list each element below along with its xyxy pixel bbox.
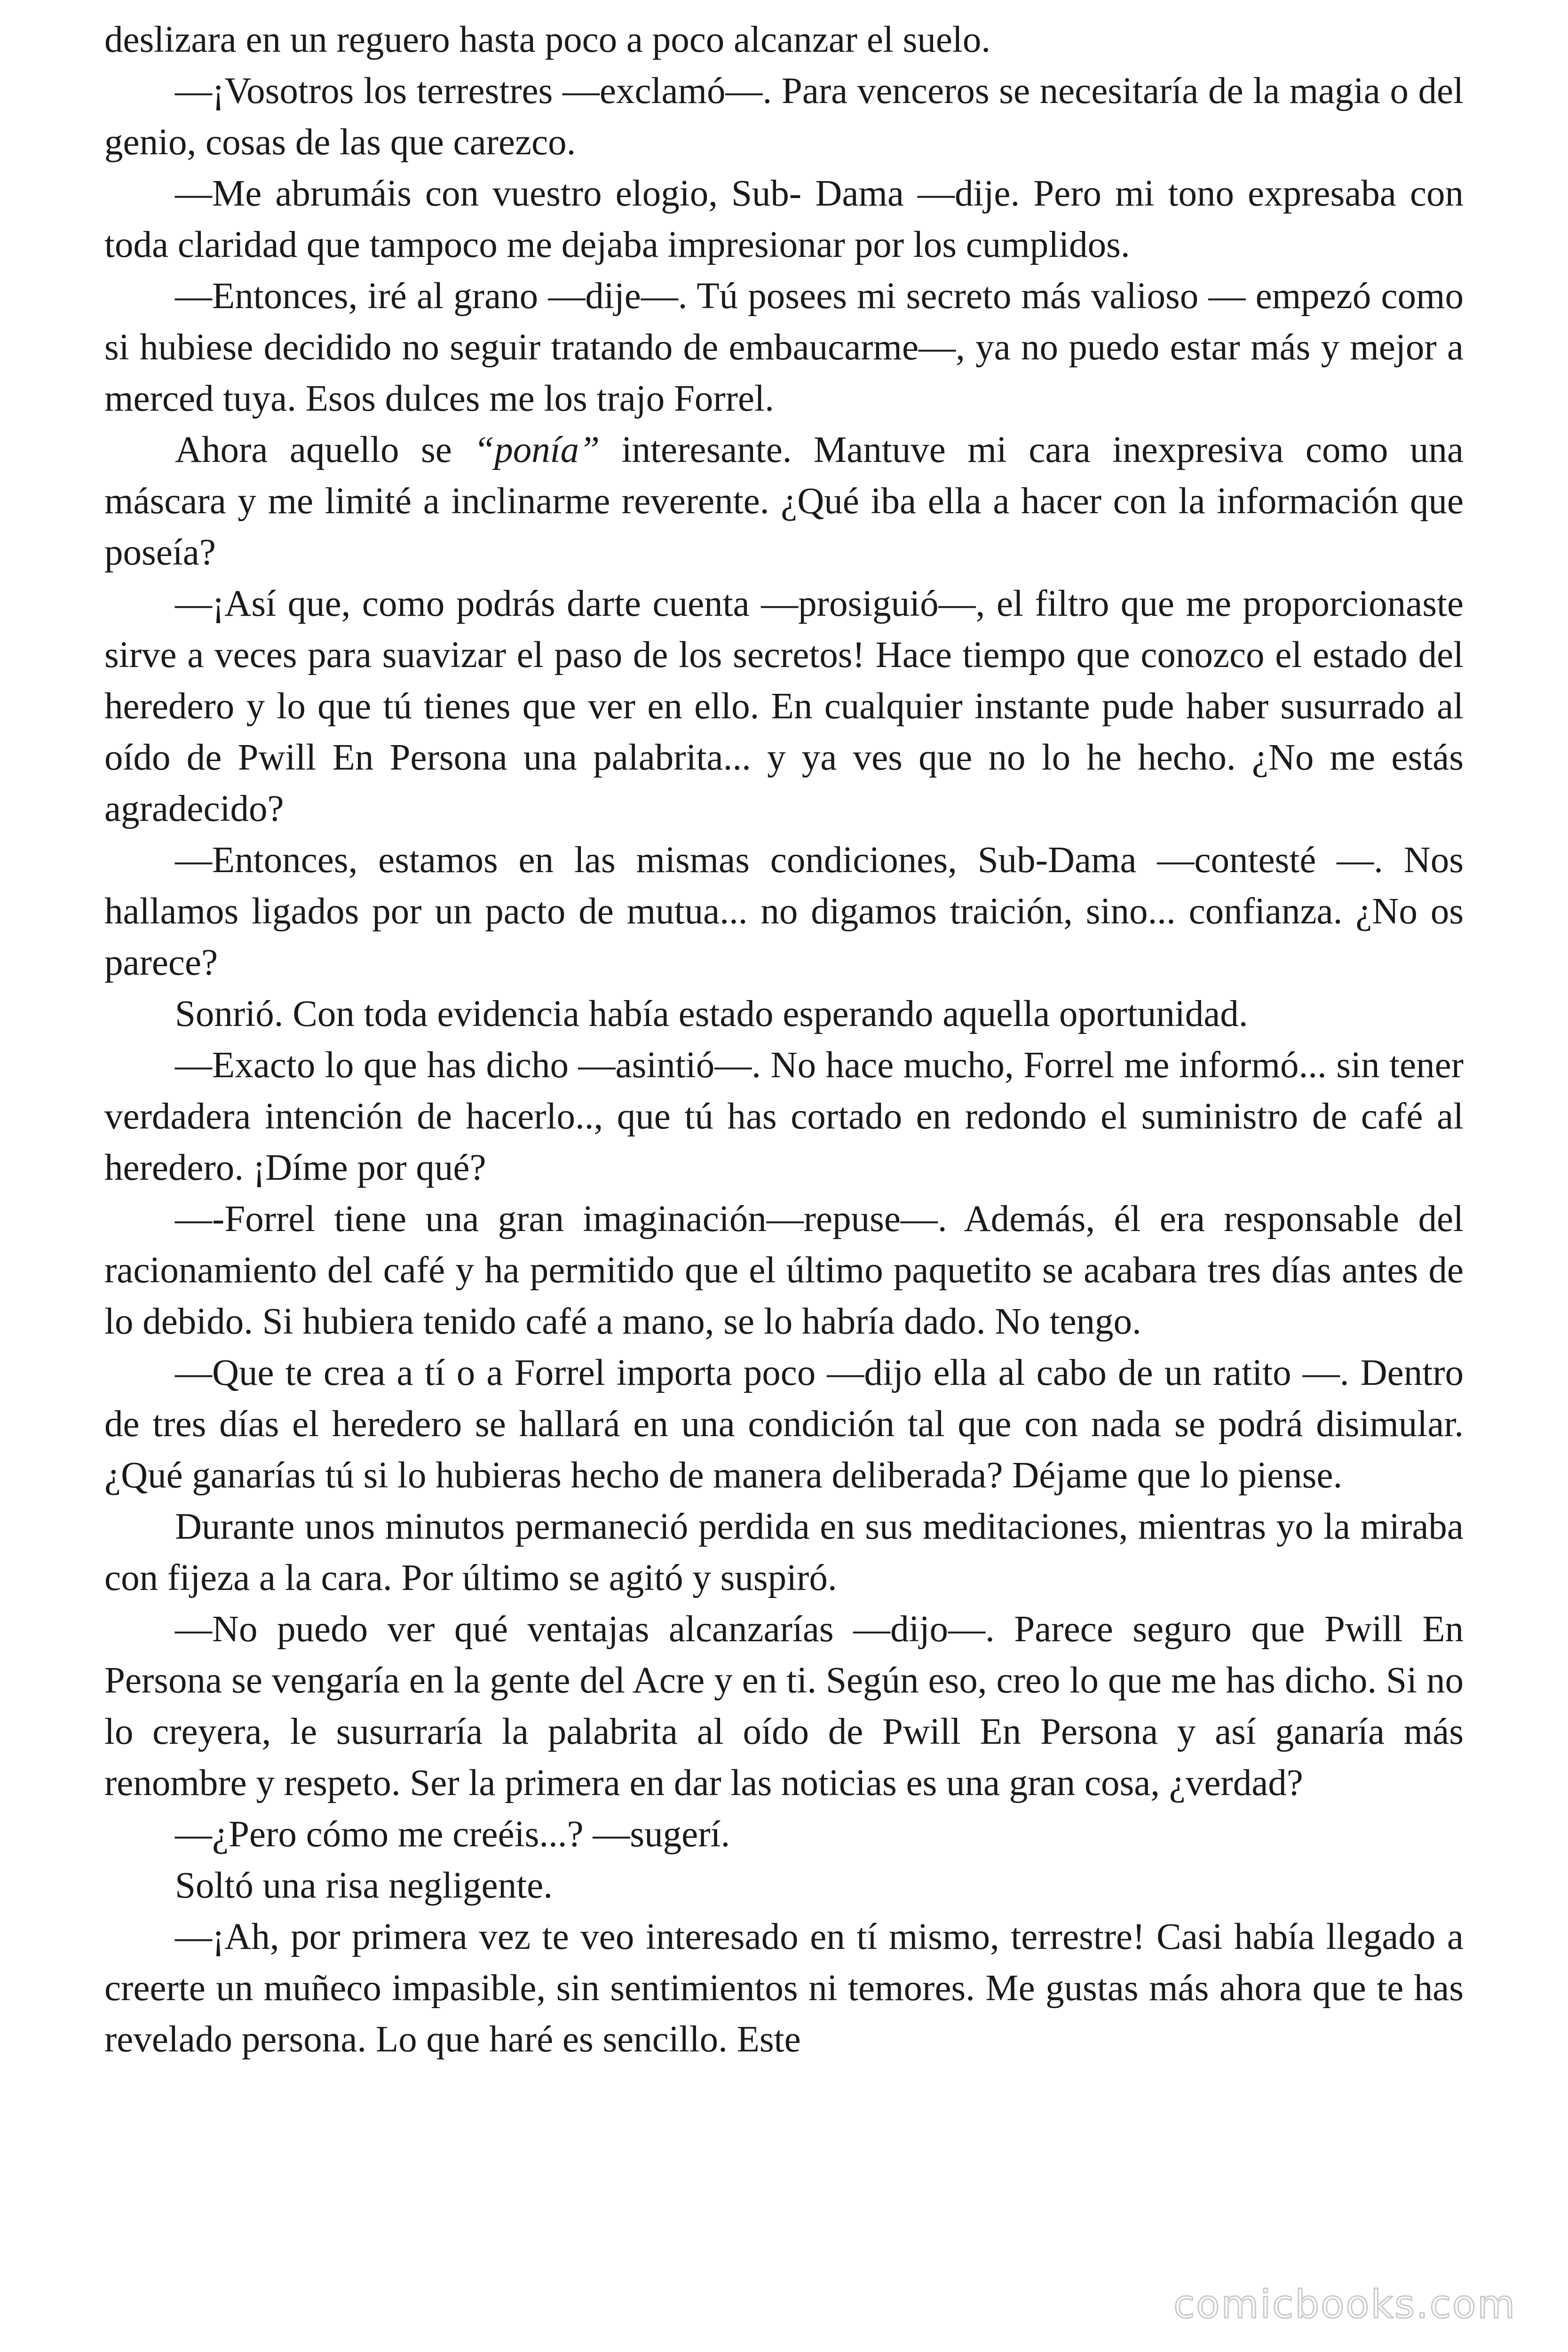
paragraph-5: [104, 424, 1464, 578]
paragraph-12: Durante unos minutos permaneció perdida en sus meditaciones, mientras yo la miraba con fijeza a la cara. Por último se agitó y suspiró.: [104, 1506, 1464, 1598]
paragraph-5-italic-word: “ponía”: [474, 429, 600, 470]
paragraph-9: —Exacto lo que has dicho —asintió—. No hace mucho, Forrel me informó... sin tener verdadera intención de hacerlo.., que tú has cortado en redondo el suministro de café al heredero. ¡Díme por qué?: [104, 1045, 1464, 1188]
paragraph-14: —¿Pero cómo me creéis...? —sugerí.: [175, 1814, 730, 1855]
paragraph-6: —¡Así que, como podrás darte cuenta —prosiguió—, el filtro que me proporcionaste sirve a veces para suavizar el paso de los secretos! Hace tiempo que conozco el estado del heredero y lo que tú tienes que ver en ello. En cualquier instante pude haber susurrado al oído de Pwill En Persona una palabrita... y ya ves que no lo he hecho. ¿No me estás agradecido?: [104, 583, 1464, 829]
paragraph-1: deslizara en un reguero hasta poco a poco alcanzar el suelo.: [104, 19, 991, 60]
paragraph-13: —No puedo ver qué ventajas alcanzarías —dijo—. Parece seguro que Pwill En Persona se vengaría en la gente del Acre y en ti. Según eso, creo lo que me has dicho. Si no lo creyera, le susurraría la palabrita al oído de Pwill En Persona y así ganaría más renombre y respeto. Ser la primera en dar las noticias es una gran cosa, ¿verdad?: [104, 1609, 1464, 1804]
paragraph-4: —Entonces, iré al grano —dije—. Tú posees mi secreto más valioso — empezó como si hubiese decidido no seguir tratando de embaucarme—, ya no puedo estar más y mejor a merced tuya. Esos dulces me los trajo Forrel.: [104, 276, 1464, 419]
paragraph-3: —Me abrumáis con vuestro elogio, Sub- Dama —dije. Pero mi tono expresaba con toda claridad que tampoco me dejaba impresionar por los cumplidos.: [104, 173, 1464, 265]
paragraph-11: —Que te crea a tí o a Forrel importa poco —dijo ella al cabo de un ratito —. Dentro de tres días el heredero se hallará en una condición tal que con nada se podrá disimular. ¿Qué ganarías tú si lo hubieras hecho de manera deliberada? Déjame que lo piense.: [104, 1352, 1464, 1496]
paragraph-8: Sonrió. Con toda evidencia había estado esperando aquella oportunidad.: [175, 993, 1248, 1034]
paragraph-10: —-Forrel tiene una gran imaginación—repuse—. Además, él era responsable del racionamiento del café y ha permitido que el último paquetito se acabara tres días antes de lo debido. Si hubiera tenido café a mano, se lo habría dado. No tengo.: [104, 1199, 1464, 1342]
paragraph-16: —¡Ah, por primera vez te veo interesado en tí mismo, terrestre! Casi había llegado a creerte un muñeco impasible, sin sentimientos ni temores. Me gustas más ahora que te has revelado persona. Lo que haré es sencillo. Este: [104, 1916, 1464, 2060]
watermark: comicbooks.com: [1173, 2282, 1516, 2327]
book-page: [104, 14, 1464, 2065]
paragraph-5-text-after: interesante. Mantuve mi cara inexpresiva como una máscara y me limité a inclinarme reverente. ¿Qué iba ella a hacer con la información que poseía?: [104, 429, 1464, 573]
paragraph-15: Soltó una risa negligente.: [175, 1865, 553, 1906]
paragraph-2: —¡Vosotros los terrestres —exclamó—. Para venceros se necesitaría de la magia o del genio, cosas de las que carezco.: [104, 71, 1464, 163]
paragraph-5-text-before: Ahora aquello se: [175, 429, 474, 470]
paragraph-7: —Entonces, estamos en las mismas condiciones, Sub-Dama —contesté —. Nos hallamos ligados por un pacto de mutua... no digamos traición, sino... confianza. ¿No os parece?: [104, 840, 1464, 983]
